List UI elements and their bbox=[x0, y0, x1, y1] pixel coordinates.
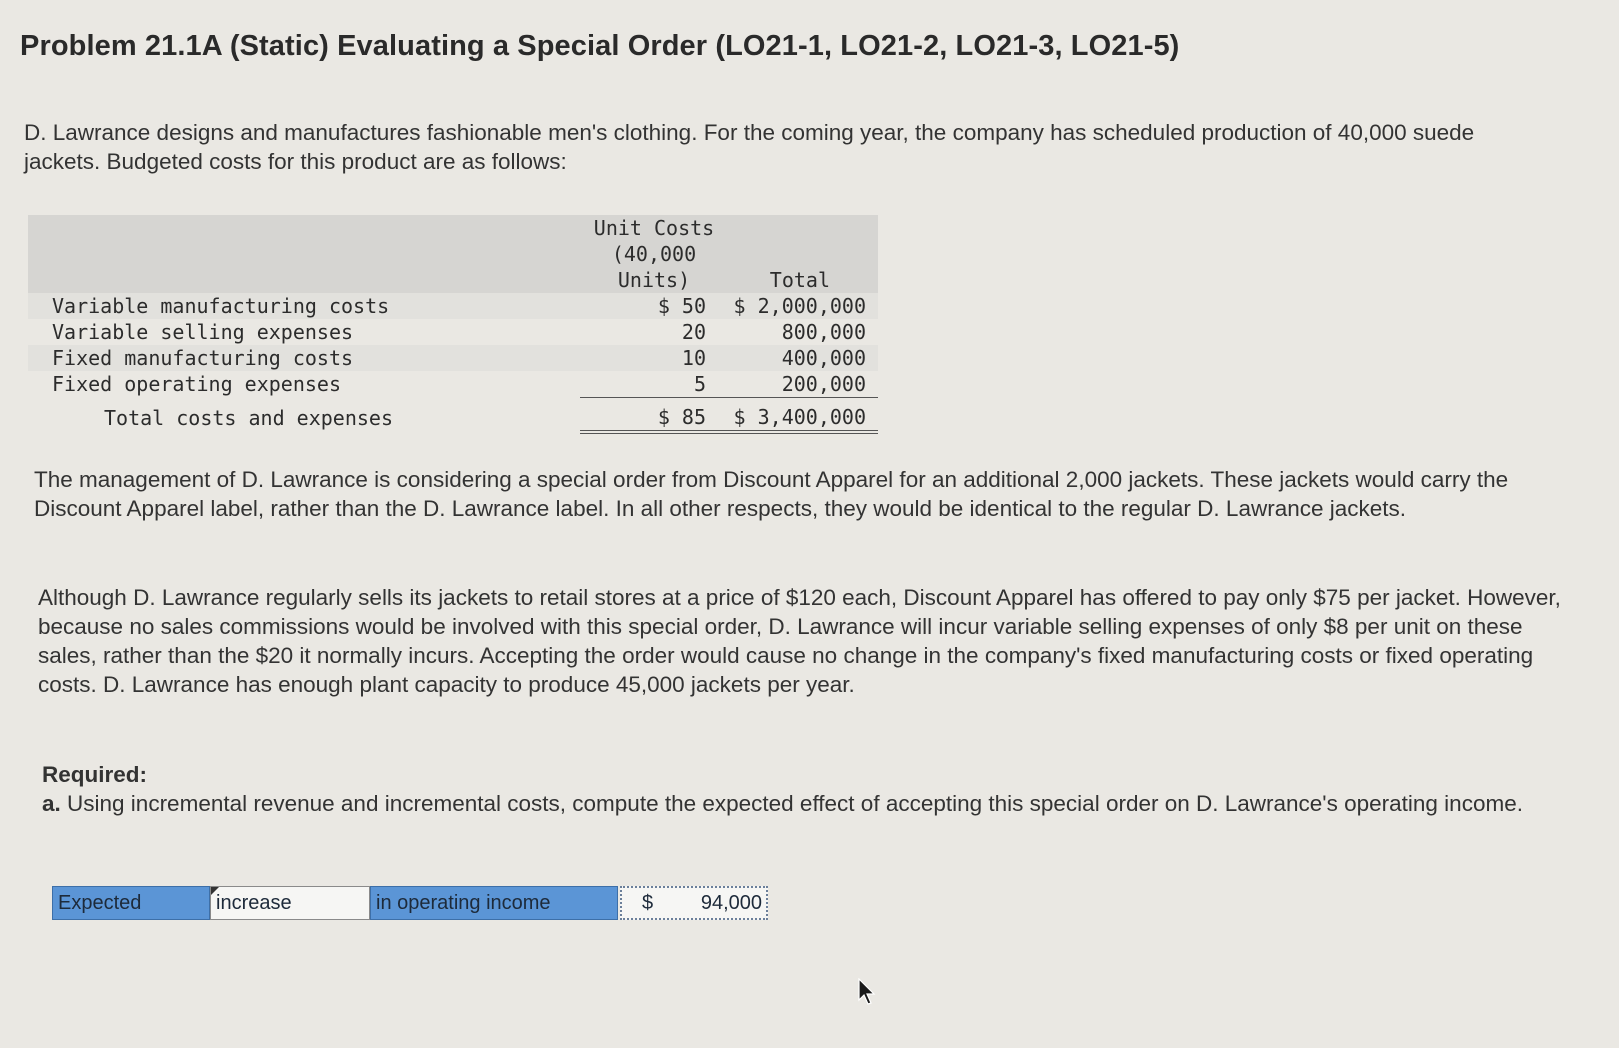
row-label: Fixed operating expenses bbox=[52, 372, 341, 397]
row-unit-cost: 10 bbox=[580, 345, 728, 371]
required-title: Required: bbox=[42, 762, 148, 787]
row-label: Variable manufacturing costs bbox=[28, 293, 580, 319]
row-total: 200,000 bbox=[728, 371, 878, 398]
table-total-row bbox=[28, 398, 878, 433]
table-row bbox=[28, 293, 878, 319]
in-operating-income-label: in operating income bbox=[370, 886, 618, 920]
table-row bbox=[28, 345, 878, 371]
expected-label: Expected bbox=[52, 886, 210, 920]
row-unit-cost: $ 50 bbox=[580, 293, 728, 319]
row-label: Fixed manufacturing costs bbox=[28, 345, 580, 371]
intro-paragraph: D. Lawrance designs and manufactures fashionable men's clothing. For the coming year, the company has scheduled production of 40,000 suede jackets. Budgeted costs for this product are as follows: bbox=[24, 120, 1475, 174]
pricing-paragraph: Although D. Lawrance regularly sells its jackets to retail stores at a price of $120 each, Discount Apparel has offered to pay only $75 per jacket. However, because no sales commissions would be involved with this special order, D. Lawrance will incur variable selling expenses of only $8 per unit on these sales, rather than the $20 it normally incurs. Accepting the order would cause no change in the company's fixed manufacturing costs or fixed operating costs. D. Lawrance has enough plant capacity to produce 45,000 jackets per year. bbox=[38, 585, 1561, 697]
currency-symbol: $ bbox=[642, 891, 654, 914]
required-text: Using incremental revenue and incremental costs, compute the expected effect of accepting this special order on D. Lawrance's operating income. bbox=[67, 791, 1523, 816]
row-label: Variable selling expenses bbox=[52, 320, 354, 344]
amount-input[interactable] bbox=[620, 886, 768, 920]
total-row-unit-cost: $ 85 bbox=[580, 398, 728, 433]
table-row bbox=[28, 319, 878, 345]
cost-table bbox=[28, 215, 878, 434]
cost-table-header bbox=[28, 215, 878, 293]
row-total: $ 2,000,000 bbox=[728, 293, 878, 319]
answer-row bbox=[52, 886, 768, 920]
header-unit-line2: (40,000 bbox=[611, 242, 697, 266]
total-row-label: Total costs and expenses bbox=[104, 405, 393, 430]
special-order-paragraph: The management of D. Lawrance is considering a special order from Discount Apparel for an additional 2,000 jackets. These jackets would carry the Discount Apparel label, rather than the D. Lawrance label. In all other respects, they would be identical to the regular D. Lawrance jackets. bbox=[34, 467, 1509, 521]
header-blank bbox=[28, 215, 580, 293]
row-total: 800,000 bbox=[781, 320, 866, 344]
required-letter: a. bbox=[42, 791, 61, 816]
effect-dropdown[interactable]: increase bbox=[210, 886, 370, 920]
header-unit-line3: Units) bbox=[617, 268, 691, 292]
total-row-total: $ 3,400,000 bbox=[728, 398, 878, 433]
amount-value: 94,000 bbox=[700, 891, 762, 914]
row-total: 400,000 bbox=[728, 345, 878, 371]
header-unit-line1: Unit Costs bbox=[593, 216, 715, 240]
mouse-pointer-icon bbox=[858, 978, 878, 1008]
header-total: Total bbox=[728, 215, 878, 293]
page-title: Problem 21.1A (Static) Evaluating a Special Order (LO21-1, LO21-2, LO21-3, LO21-5) bbox=[20, 30, 1180, 62]
row-unit-cost: 20 bbox=[681, 320, 706, 344]
row-unit-cost: 5 bbox=[580, 371, 728, 398]
required-section bbox=[42, 760, 1562, 818]
header-unit-costs bbox=[580, 215, 728, 293]
table-row bbox=[28, 371, 878, 398]
